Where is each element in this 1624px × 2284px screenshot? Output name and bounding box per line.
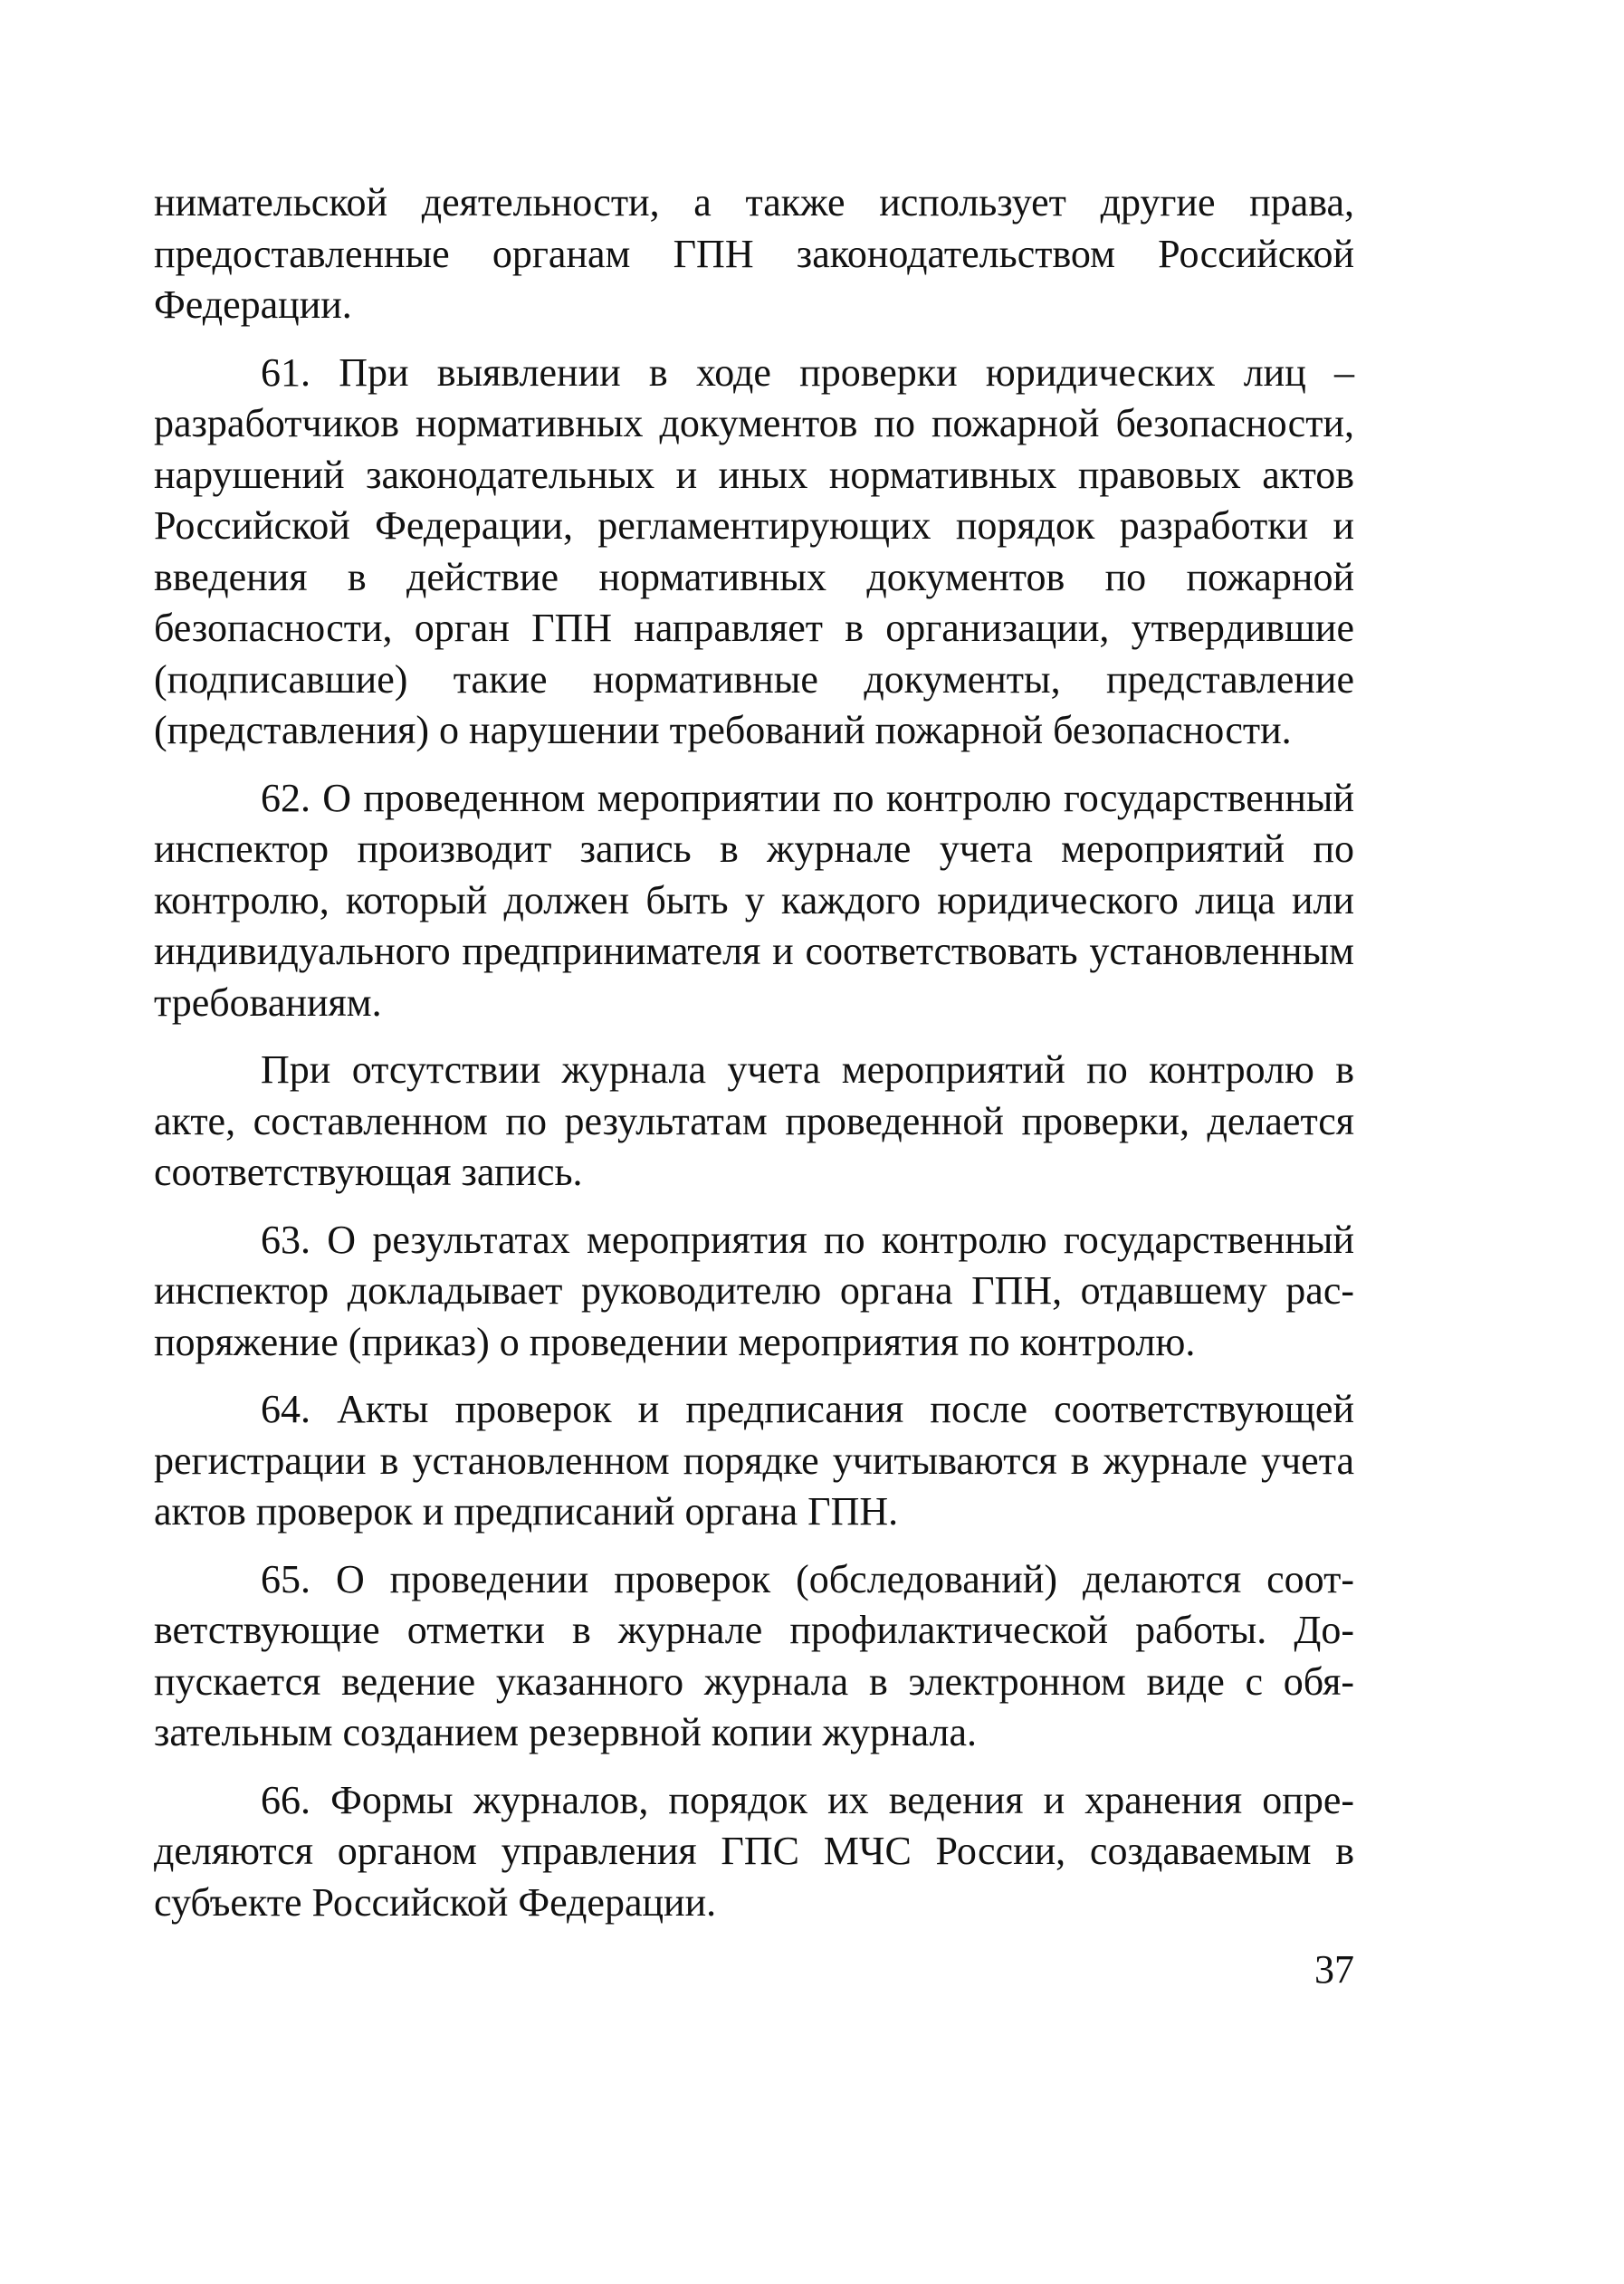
paragraph-65: 65. О проведении проверок (обследований) делаются соответствующие отметки в журнале профилактической работы. Допускается ведение указанного журнала в электронном виде с обязательным созданием резервной копии журнала. [154, 1556, 1354, 1754]
paragraph-62: 62. О проведенном мероприятии по контролю государственный инспектор производит запись в журнале учета мероприятий по контролю, который должен быть у каждого юридического лица или индивидуального предпринимателя и соответствовать установленным требованиям. [154, 775, 1354, 1025]
paragraph-64: 64. Акты проверок и предписания после соответствующей регистрации в установленном порядке учитываются в журнале учета актов проверок и предписаний органа ГПН. [154, 1387, 1354, 1534]
page-number: 37 [1314, 1947, 1354, 1992]
page-body [154, 177, 1354, 1945]
paragraph-continuation: нимательской деятельности, а также использует другие права, предоставленные органам ГПН законодательством Российской Федерации. [154, 180, 1354, 327]
paragraph-61: 61. При выявлении в ходе проверки юридических лиц – разработчиков нормативных документов по пожарной безопасности, нарушений законодательных и иных нормативных правовых актов Российской Федерации, регламентирующих порядок разработки и введения в действие нормативных документов по пожарной безопасности, орган ГПН направляет в организации, утвердившие (подписавшие) такие нормативные документы, представление (представления) о нарушении требований пожарной безопасности. [154, 349, 1354, 752]
paragraph-66: 66. Формы журналов, порядок их ведения и хранения определяются органом управления ГПС МЧС России, создаваемым в субъекте Российской Федерации. [154, 1777, 1354, 1925]
paragraph-62-continued: При отсутствии журнала учета мероприятий по контролю в акте, составленном по результатам проведенной проверки, делается соответствующая запись. [154, 1047, 1354, 1194]
paragraph-63: 63. О результатах мероприятия по контролю государственный инспектор докладывает руководителю органа ГПН, отдавшему распоряжение (приказ) о проведении мероприятия по контролю. [154, 1217, 1354, 1364]
